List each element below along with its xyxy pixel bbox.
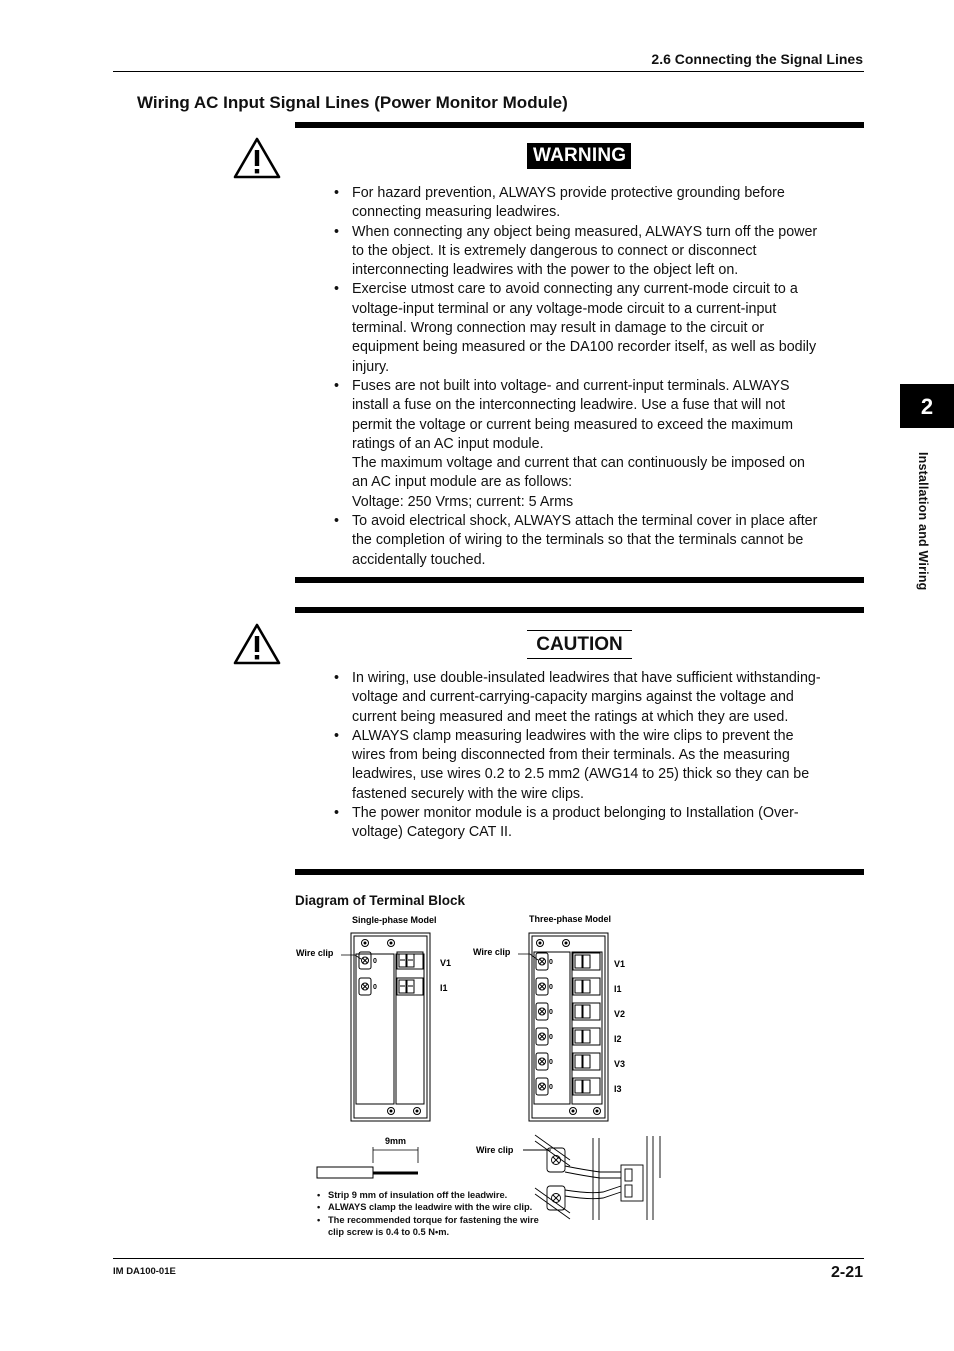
terminal-label-single-v1: V1 xyxy=(440,958,452,968)
svg-text:0: 0 xyxy=(549,959,553,966)
list-item: • When connecting any object being measured, ALWAYS turn off the power to the object. It is extremely dangerous to connect or disconnect interconnecting leadwires with the power to the object left on. xyxy=(332,223,822,281)
svg-text:0: 0 xyxy=(549,984,553,991)
clip-1 xyxy=(359,952,377,969)
wire-clip-label-three: Wire clip xyxy=(473,947,511,957)
warning-top-rule xyxy=(295,122,864,128)
page-number: 2-21 xyxy=(830,1264,863,1281)
warning-list xyxy=(332,184,822,570)
chapter-tab: 2 xyxy=(900,384,954,428)
svg-text:0: 0 xyxy=(549,1084,553,1091)
caution-top-rule xyxy=(295,607,864,613)
warning-label: WARNING xyxy=(527,143,631,169)
list-item: • To avoid electrical shock, ALWAYS attach the terminal cover in place after the completion of wiring to the terminals so that the terminals cannot be accidentally touched. xyxy=(332,512,822,570)
running-header: 2.6 Connecting the Signal Lines xyxy=(651,51,863,67)
list-item: • Strip 9 mm of insulation off the leadwire. xyxy=(314,1189,546,1201)
terminal-label-three-i2: I2 xyxy=(614,1034,622,1044)
list-item: • For hazard prevention, ALWAYS provide protective grounding before connecting measuring leadwires. xyxy=(332,184,822,223)
section-title: Wiring AC Input Signal Lines (Power Monitor Module) xyxy=(137,93,568,112)
terminal-1 xyxy=(397,952,423,969)
svg-text:0: 0 xyxy=(549,1034,553,1041)
footer-rule xyxy=(113,1258,864,1259)
svg-text:0: 0 xyxy=(373,958,377,965)
svg-text:0: 0 xyxy=(549,1059,553,1066)
three-phase-caption: Three-phase Model xyxy=(529,914,612,924)
list-item: • In wiring, use double-insulated leadwires that have sufficient withstanding-voltage and current-carrying-capacity margins against the voltage and current being measured and meet the ratings at which they are used. xyxy=(332,669,822,727)
svg-text:0: 0 xyxy=(373,984,377,991)
terminal-label-three-v3: V3 xyxy=(614,1059,626,1069)
clip-2 xyxy=(359,978,377,995)
list-item: • The power monitor module is a product belonging to Installation (Over-voltage) Category CAT II. xyxy=(332,804,822,843)
terminal-label-three-v1: V1 xyxy=(614,959,626,969)
terminal-label-three-i3: I3 xyxy=(614,1084,622,1094)
terminal-label-three-v2: V2 xyxy=(614,1009,626,1019)
list-item xyxy=(332,377,822,512)
header-rule xyxy=(113,71,864,72)
list-item: • Exercise utmost care to avoid connecting any current-mode circuit to a voltage-input terminal or any voltage-mode circuit to a current-input terminal. Wrong connection may result in damage to the circuit or equipment being measured or the DA100 recorder itself, as well as bodily injury. xyxy=(332,280,822,376)
single-phase-module xyxy=(351,933,430,1121)
list-item: • ALWAYS clamp the leadwire with the wire clip. xyxy=(314,1201,546,1213)
caution-label: CAUTION xyxy=(527,630,632,659)
fuse-note-1: The maximum voltage and current that can continuously be imposed on an AC input module are as follows: xyxy=(352,455,805,491)
three-phase-module xyxy=(529,933,608,1121)
list-item: • ALWAYS clamp measuring leadwires with the wire clips to prevent the wires from being disconnected from their terminals. As the measuring leadwires, use wires 0.2 to 2.5 mm2 (AWG14 to 25) thick so they can be fastened securely with the wire clips. xyxy=(332,727,822,804)
stripped-wire xyxy=(317,1136,418,1178)
terminal-stack xyxy=(573,953,600,1095)
diagram-notes xyxy=(314,1189,546,1238)
fuse-item-text: Fuses are not built into voltage- and current-input terminals. ALWAYS install a fuse on the interconnecting leadwire. Use a fuse that will not permit the voltage or current being measured to exceed the maximum ratings of an AC input module. xyxy=(352,377,794,452)
svg-text:0: 0 xyxy=(549,1009,553,1016)
chapter-name-text: Installation and Wiring xyxy=(916,452,930,591)
wire-clip-label-detail: Wire clip xyxy=(476,1145,514,1155)
fuse-note-2: Voltage: 250 Vrms; current: 5 Arms xyxy=(352,493,574,510)
single-phase-caption: Single-phase Model xyxy=(352,915,437,925)
warning-bottom-rule xyxy=(295,577,864,583)
terminal-label-single-i1: I1 xyxy=(440,983,448,993)
strip-length-label: 9mm xyxy=(385,1136,407,1146)
caution-list xyxy=(332,669,822,843)
document-id: IM DA100-01E xyxy=(113,1266,176,1277)
terminal-block-diagram xyxy=(285,910,685,1225)
wire-clip-label-single: Wire clip xyxy=(296,948,334,958)
terminal-label-three-i1: I1 xyxy=(614,984,622,994)
clip-stack xyxy=(536,953,553,1095)
caution-triangle-icon xyxy=(233,623,281,665)
warning-triangle-icon xyxy=(233,137,281,179)
caution-bottom-rule xyxy=(295,869,864,875)
list-item: • The recommended torque for fastening the wire clip screw is 0.4 to 0.5 N•m. xyxy=(314,1214,546,1239)
chapter-name-vertical xyxy=(914,452,934,612)
terminal-2 xyxy=(397,978,423,995)
diagram-title: Diagram of Terminal Block xyxy=(295,893,466,908)
